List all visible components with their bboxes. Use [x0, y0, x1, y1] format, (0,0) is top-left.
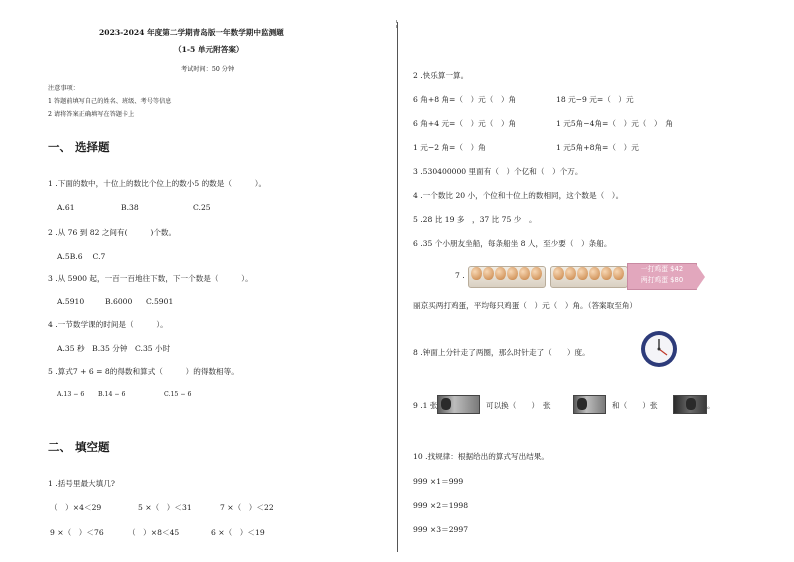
section-heading-choice: 一、 选择题	[48, 140, 110, 154]
note-item: 1 答题前填写自己的姓名、班级、考号等信息	[48, 98, 172, 105]
calc-item: 6 角+4 元=（ ）元（ ）角	[413, 119, 517, 128]
option: A.35 秒 B.35 分钟 C.35 小时	[57, 344, 171, 353]
question-3: 3 .从 5900 起，一百一百地往下数，下一个数是（ ）。	[48, 274, 253, 283]
option: A.61	[57, 203, 75, 212]
question-2: 2 .从 76 到 82 之间有( )个数。	[48, 228, 177, 237]
option: C.25	[193, 203, 211, 212]
question-r3: 3 .530400000 里面有（ ）个亿和（ ）个万。	[413, 167, 583, 176]
egg-icon	[553, 267, 564, 280]
question-r9-mid2: 和（ ）张	[612, 401, 658, 410]
fill-item: 7 ×（ ）＜22	[220, 503, 274, 512]
question-r7-number: 7 .	[455, 271, 465, 280]
question-r4: 4 .一个数比 20 小，个位和十位上的数相同，这个数是（ ）。	[413, 191, 624, 200]
banknote-image	[673, 395, 707, 414]
banknote-image	[437, 395, 480, 414]
column-divider	[397, 22, 398, 552]
option: A.5B.6 C.7	[57, 252, 106, 261]
question-r8: 8 .钟面上分针走了两圈，那么时针走了（ ）度。	[413, 348, 590, 357]
calc-item: 1 元−2 角=（ ）角	[413, 143, 486, 152]
question-4: 4 .一节数学课的时间是（ ）。	[48, 320, 168, 329]
option: B.38	[121, 203, 139, 212]
fill-item: 9 ×（ ）＜76	[50, 528, 104, 537]
price-tag-line-2: 两打鸡蛋 $80	[640, 276, 684, 284]
price-tag-line-1: 一打鸡蛋 $42	[640, 265, 684, 273]
page-subtitle: （1-5 单元附答案）	[174, 45, 244, 54]
egg-icon	[531, 267, 542, 280]
egg-icon	[483, 267, 494, 280]
question-r6: 6 .35 个小朋友坐船，每条船坐 8 人，至少要（ ）条船。	[413, 239, 612, 248]
fill-item: （ ）×4＜29	[50, 503, 102, 512]
question-r7-text: 丽京买两打鸡蛋，平均每只鸡蛋（ ）元（ ）角。（答案取至角）	[413, 301, 638, 310]
egg-icon	[601, 267, 612, 280]
calc-item: 18 元−9 元=（ ）元	[556, 95, 634, 104]
pattern-line: 999 ×2＝1998	[413, 501, 469, 510]
option: C.5901	[146, 297, 174, 306]
exam-time: 考试时间：50 分钟	[181, 66, 235, 73]
calc-item: 6 角+8 角=（ ）元（ ）角	[413, 95, 517, 104]
question-r9-prefix: 9 .1 张	[413, 401, 438, 410]
pattern-line: 999 ×1＝999	[413, 477, 464, 486]
question-r9-end: 。	[707, 401, 715, 410]
price-tag	[627, 263, 697, 290]
option: A.5910	[57, 297, 85, 306]
option: C.15 − 6	[164, 391, 192, 398]
question-r5: 5 .28 比 19 多 ，37 比 75 少 。	[413, 215, 537, 224]
option: B.14 − 6	[98, 391, 126, 398]
calc-item: 1 元5角−4角=（ ）元（ ） 角	[556, 119, 673, 128]
fill-item: 6 ×（ ）＜19	[211, 528, 265, 537]
egg-icon	[577, 267, 588, 280]
fill-item: （ ）×8＜45	[128, 528, 180, 537]
banknote-image	[573, 395, 606, 414]
calc-item: 1 元5角+8角=（ ）元	[556, 143, 639, 152]
egg-icon	[519, 267, 530, 280]
question-5: 5 .算式7 + 6 = 8的得数和算式（ ）的得数相等。	[48, 367, 239, 376]
notes-title: 注意事项：	[48, 85, 79, 92]
egg-icon	[565, 267, 576, 280]
question-r9-mid1: 可以换（ ） 张	[486, 401, 551, 410]
page-title: 2023-2024 年度第二学期青岛版一年数学期中监测题	[99, 28, 284, 37]
clock-icon	[641, 331, 677, 367]
egg-icon	[613, 267, 624, 280]
option: A.13 − 6	[57, 391, 85, 398]
clock-hands-icon	[641, 331, 677, 367]
section-heading-fill: 二、 填空题	[48, 440, 110, 454]
egg-icon	[471, 267, 482, 280]
fill-item: 5 ×（ ）＜31	[138, 503, 192, 512]
option: B.6000	[105, 297, 133, 306]
egg-icon	[507, 267, 518, 280]
egg-icon	[495, 267, 506, 280]
question-fill-1: 1 .括号里最大填几?	[48, 479, 115, 488]
question-r10: 10 .找规律：根据给出的算式写出结果。	[413, 452, 549, 461]
note-item: 2 请将答案正确填写在答题卡上	[48, 111, 135, 118]
question-r2: 2 .快乐算一算。	[413, 71, 469, 80]
egg-icon	[589, 267, 600, 280]
pattern-line: 999 ×3＝2997	[413, 525, 469, 534]
question-1: 1 .下面的数中，十位上的数比个位上的数小5 的数是（ ）。	[48, 179, 267, 188]
